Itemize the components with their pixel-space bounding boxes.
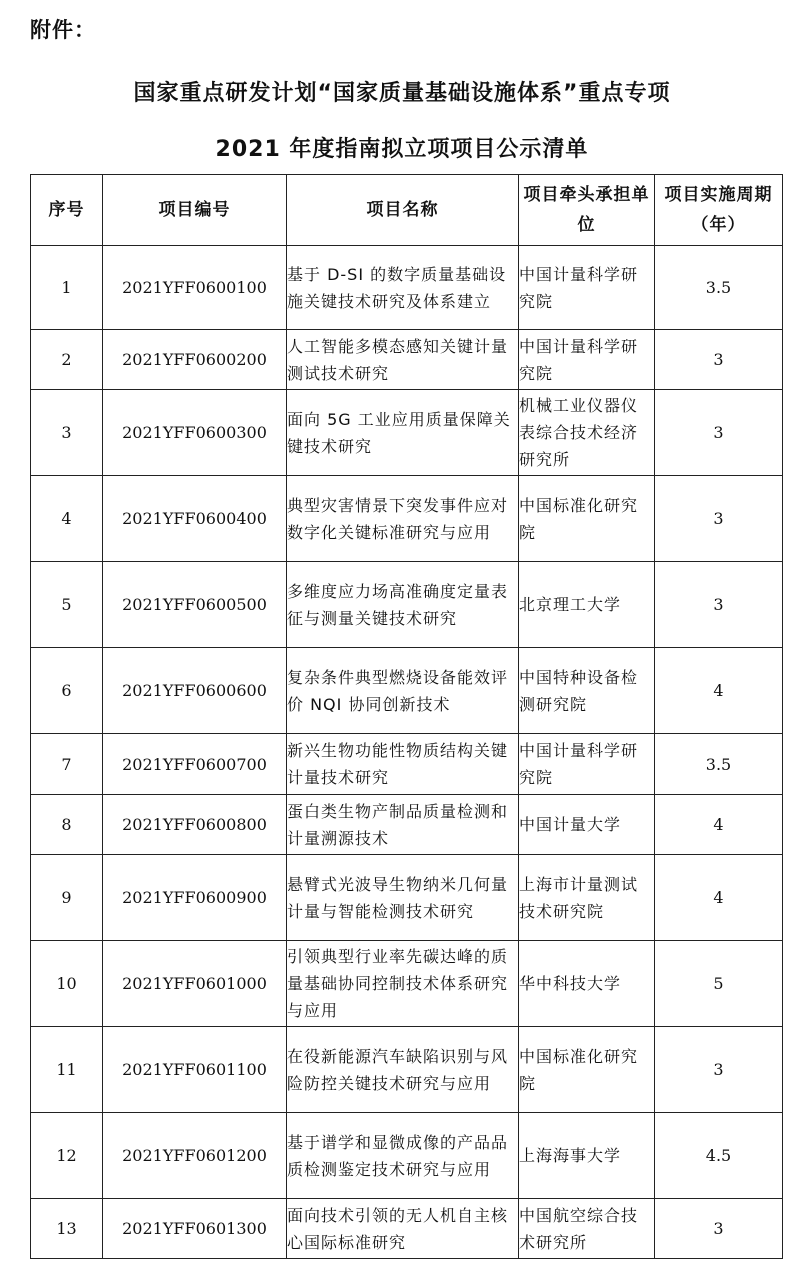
row-serial-number: 1 <box>31 246 103 330</box>
row-project-name: 新兴生物功能性物质结构关键计量技术研究 <box>287 734 519 795</box>
row-lead-unit: 中国航空综合技术研究所 <box>519 1199 655 1259</box>
table-row <box>31 1199 783 1259</box>
row-project-name: 在役新能源汽车缺陷识别与风险防控关键技术研究与应用 <box>287 1027 519 1113</box>
row-lead-unit: 华中科技大学 <box>519 941 655 1027</box>
row-period: 3 <box>655 1199 783 1259</box>
row-project-code: 2021YFF0600500 <box>103 562 287 648</box>
row-period: 3 <box>655 562 783 648</box>
row-period: 4 <box>655 795 783 855</box>
table-row <box>31 734 783 795</box>
row-serial-number: 11 <box>31 1027 103 1113</box>
row-project-code: 2021YFF0600900 <box>103 855 287 941</box>
row-project-code: 2021YFF0600100 <box>103 246 287 330</box>
table-row <box>31 562 783 648</box>
table-body <box>31 246 783 1259</box>
row-project-name: 面向技术引领的无人机自主核心国际标准研究 <box>287 1199 519 1259</box>
row-project-code: 2021YFF0600400 <box>103 476 287 562</box>
row-lead-unit: 北京理工大学 <box>519 562 655 648</box>
row-lead-unit: 中国计量大学 <box>519 795 655 855</box>
table-row <box>31 390 783 476</box>
row-period: 3.5 <box>655 246 783 330</box>
row-lead-unit: 中国标准化研究院 <box>519 1027 655 1113</box>
row-project-name: 典型灾害情景下突发事件应对数字化关键标准研究与应用 <box>287 476 519 562</box>
row-lead-unit: 上海海事大学 <box>519 1113 655 1199</box>
row-project-name: 基于 D-SI 的数字质量基础设施关键技术研究及体系建立 <box>287 246 519 330</box>
row-lead-unit: 中国计量科学研究院 <box>519 246 655 330</box>
row-serial-number: 13 <box>31 1199 103 1259</box>
row-project-name: 基于谱学和显微成像的产品品质检测鉴定技术研究与应用 <box>287 1113 519 1199</box>
row-serial-number: 12 <box>31 1113 103 1199</box>
table-row <box>31 855 783 941</box>
row-project-code: 2021YFF0600200 <box>103 330 287 390</box>
row-project-code: 2021YFF0600300 <box>103 390 287 476</box>
row-serial-number: 2 <box>31 330 103 390</box>
row-serial-number: 7 <box>31 734 103 795</box>
row-period: 4 <box>655 855 783 941</box>
row-project-code: 2021YFF0601100 <box>103 1027 287 1113</box>
project-list-table <box>30 174 783 1259</box>
table-row <box>31 246 783 330</box>
row-project-name: 蛋白类生物产制品质量检测和计量溯源技术 <box>287 795 519 855</box>
table-row <box>31 1027 783 1113</box>
row-serial-number: 5 <box>31 562 103 648</box>
row-project-code: 2021YFF0601000 <box>103 941 287 1027</box>
table-row <box>31 476 783 562</box>
row-project-code: 2021YFF0600800 <box>103 795 287 855</box>
row-serial-number: 9 <box>31 855 103 941</box>
table-row <box>31 648 783 734</box>
row-period: 3 <box>655 476 783 562</box>
header-serial-number: 序号 <box>31 175 103 246</box>
row-lead-unit: 中国标准化研究院 <box>519 476 655 562</box>
row-lead-unit: 中国计量科学研究院 <box>519 330 655 390</box>
row-serial-number: 8 <box>31 795 103 855</box>
row-project-name: 多维度应力场高准确度定量表征与测量关键技术研究 <box>287 562 519 648</box>
row-project-name: 引领典型行业率先碳达峰的质量基础协同控制技术体系研究与应用 <box>287 941 519 1027</box>
row-serial-number: 3 <box>31 390 103 476</box>
header-period-years: 项目实施周期（年） <box>655 175 783 246</box>
table-row <box>31 941 783 1027</box>
row-period: 3.5 <box>655 734 783 795</box>
attachment-label: 附件： <box>30 18 96 42</box>
row-project-name: 悬臂式光波导生物纳米几何量计量与智能检测技术研究 <box>287 855 519 941</box>
row-period: 3 <box>655 330 783 390</box>
row-lead-unit: 中国计量科学研究院 <box>519 734 655 795</box>
row-lead-unit: 上海市计量测试技术研究院 <box>519 855 655 941</box>
row-project-name: 面向 5G 工业应用质量保障关键技术研究 <box>287 390 519 476</box>
row-period: 3 <box>655 390 783 476</box>
row-project-code: 2021YFF0601300 <box>103 1199 287 1259</box>
table-row <box>31 1113 783 1199</box>
header-lead-unit: 项目牵头承担单位 <box>519 175 655 246</box>
table-row <box>31 795 783 855</box>
row-project-code: 2021YFF0600700 <box>103 734 287 795</box>
table-row <box>31 330 783 390</box>
header-project-name: 项目名称 <box>287 175 519 246</box>
row-period: 3 <box>655 1027 783 1113</box>
header-project-code: 项目编号 <box>103 175 287 246</box>
row-project-name: 复杂条件典型燃烧设备能效评价 NQI 协同创新技术 <box>287 648 519 734</box>
row-serial-number: 10 <box>31 941 103 1027</box>
row-project-code: 2021YFF0600600 <box>103 648 287 734</box>
table-header <box>31 175 783 246</box>
row-lead-unit: 机械工业仪器仪表综合技术经济研究所 <box>519 390 655 476</box>
row-project-code: 2021YFF0601200 <box>103 1113 287 1199</box>
row-period: 4.5 <box>655 1113 783 1199</box>
row-serial-number: 4 <box>31 476 103 562</box>
row-lead-unit: 中国特种设备检测研究院 <box>519 648 655 734</box>
row-project-name: 人工智能多模态感知关键计量测试技术研究 <box>287 330 519 390</box>
table-header-row <box>31 175 783 246</box>
row-serial-number: 6 <box>31 648 103 734</box>
document-title-line-2: 2021 年度指南拟立项项目公示清单 <box>215 137 589 162</box>
document-title-line-1: 国家重点研发计划“国家质量基础设施体系”重点专项 <box>133 81 671 106</box>
row-period: 5 <box>655 941 783 1027</box>
row-period: 4 <box>655 648 783 734</box>
